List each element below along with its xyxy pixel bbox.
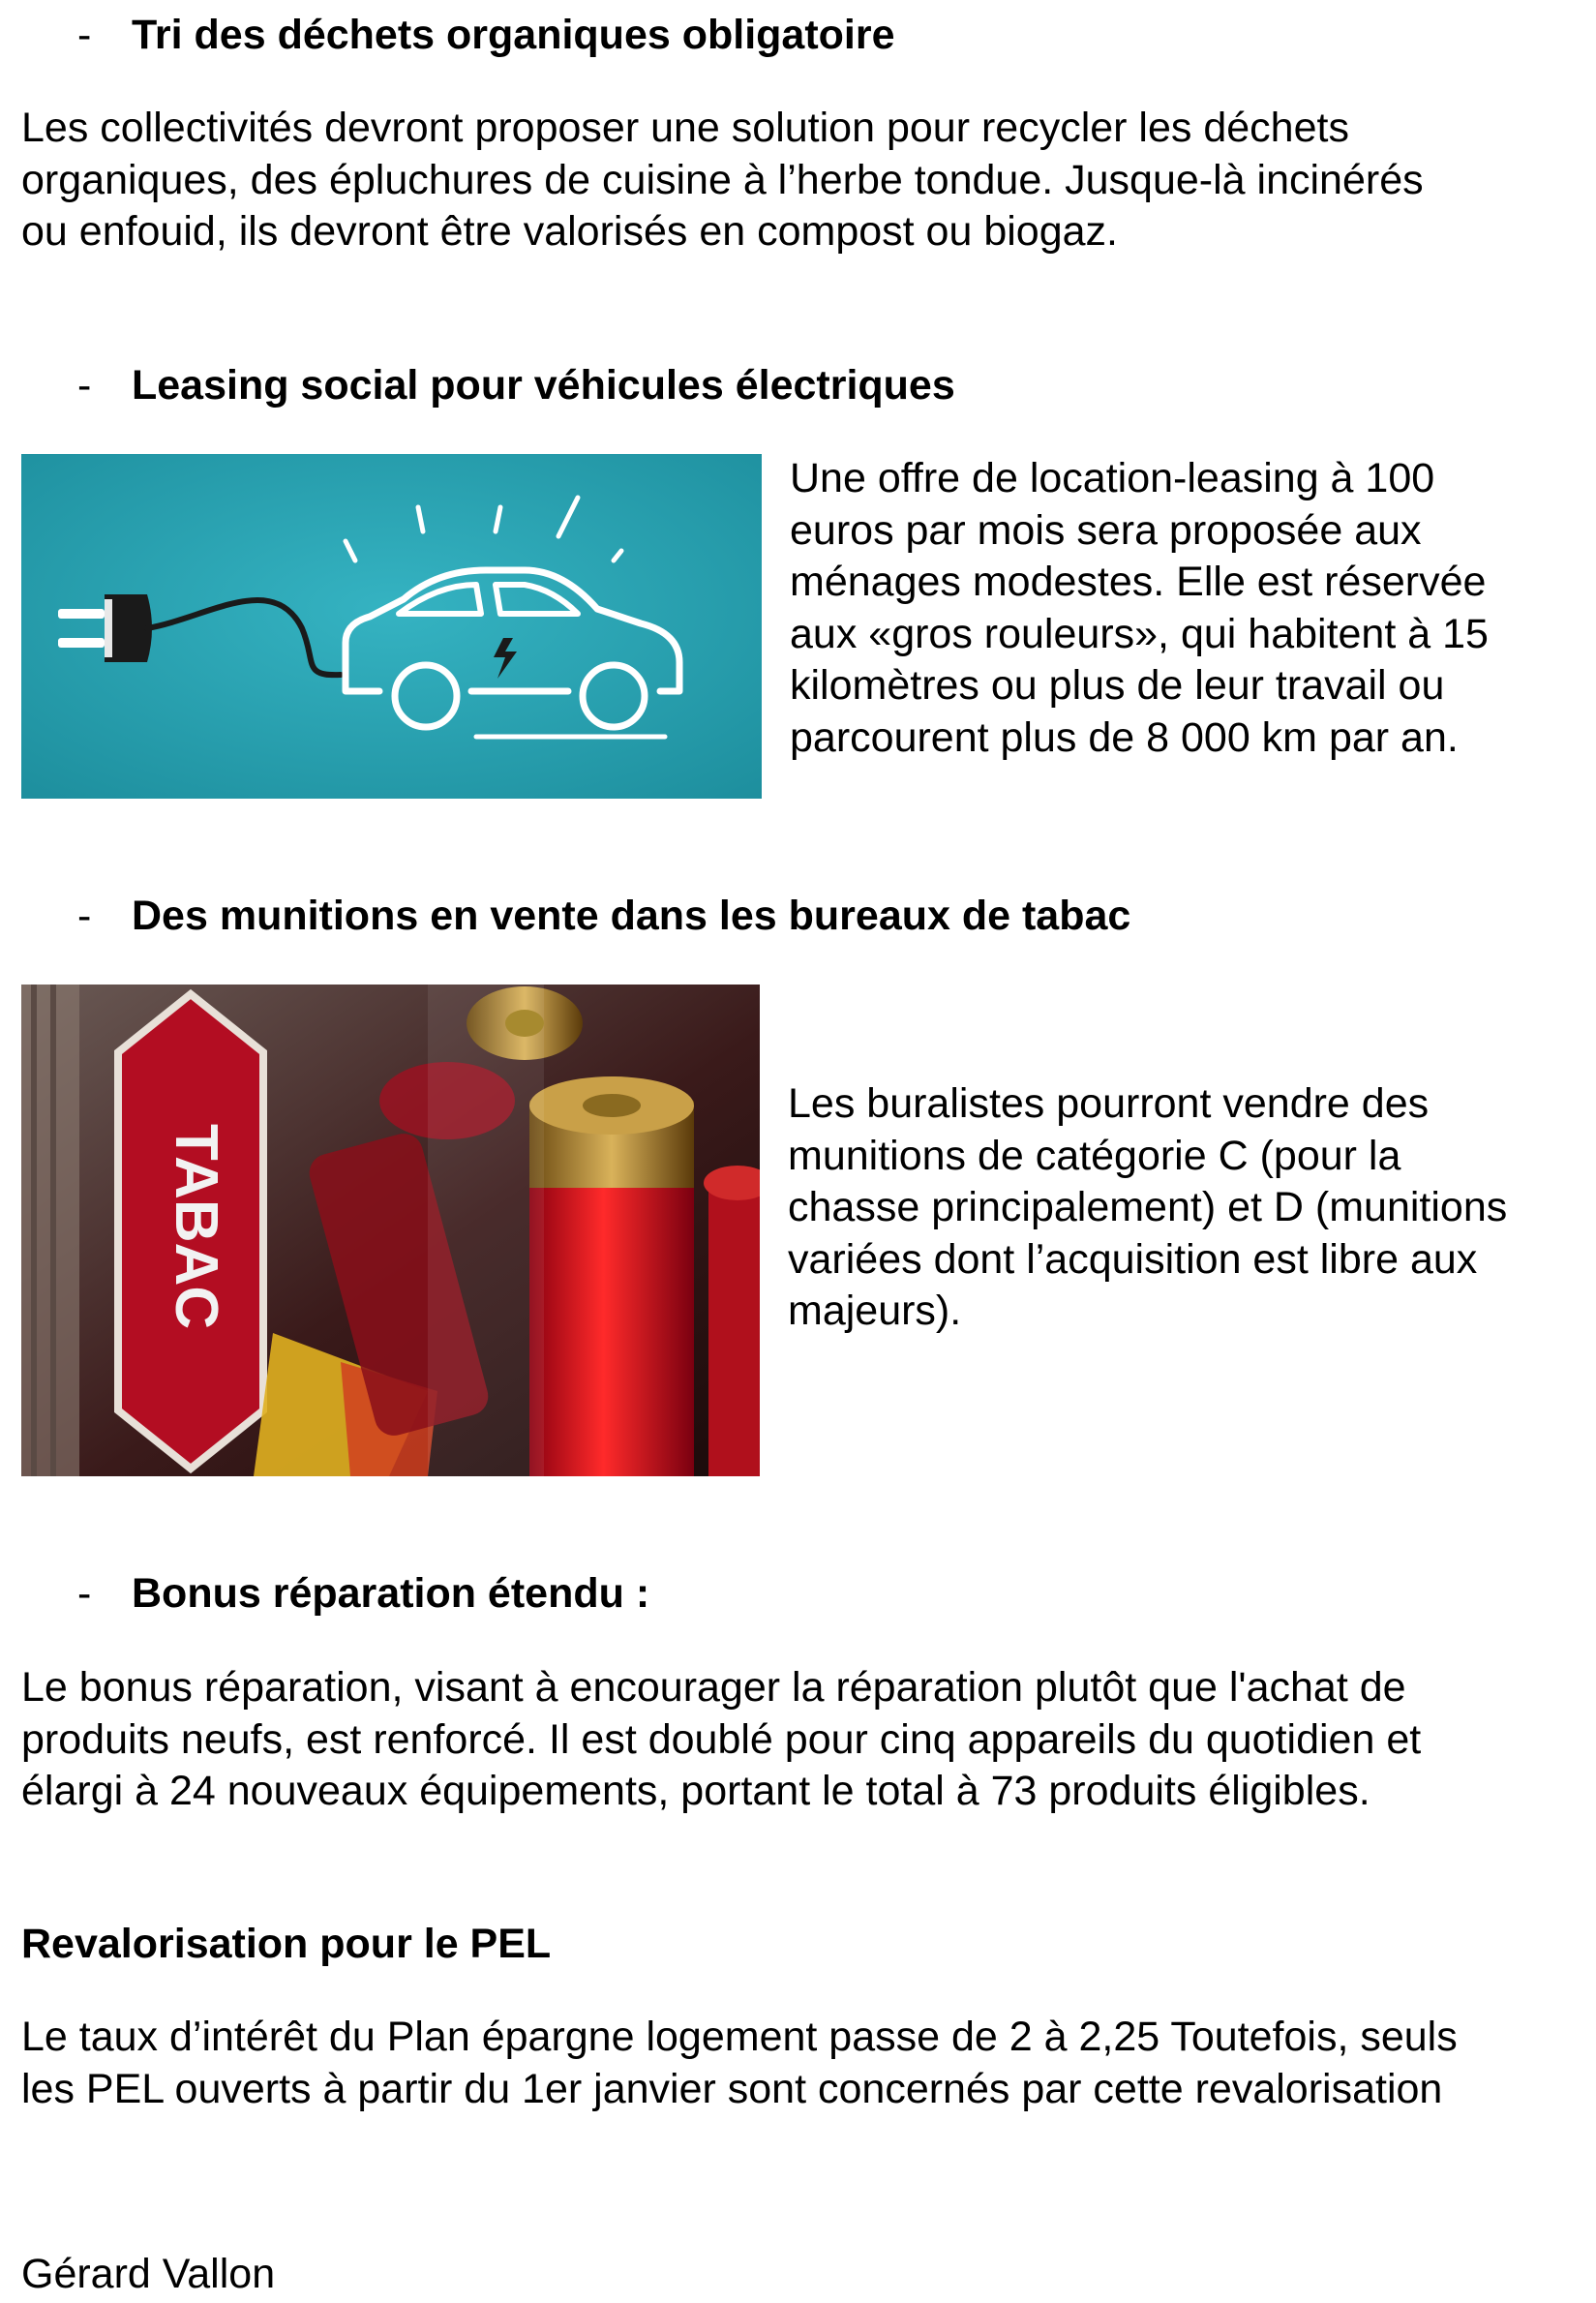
section-title-electric-leasing: Leasing social pour véhicules électriques — [132, 362, 955, 409]
plug-prong — [58, 638, 105, 648]
author-signature: Gérard Vallon — [21, 2251, 276, 2297]
section-title-ammunition: Des munitions en vente dans les bureaux de tabac — [132, 893, 1131, 939]
plug-prong — [58, 609, 105, 619]
tabac-sign-text: TABAC — [163, 1123, 229, 1330]
tabac-ammunition-image — [21, 985, 760, 1476]
section-text-repair-bonus: Le bonus réparation, visant à encourager la réparation plutôt que l'achat de produits neufs, est renforcé. Il est doublé pour cinq appareils du quotidien et élargi à 24 nouveaux équipements, portant le total à 73 produits éligibles. — [21, 1664, 1422, 1814]
section-text-ammunition: Les buralistes pourront vendre des munitions de catégorie C (pour la chasse principalement) et D (munitions variées dont l’acquisition est libre aux majeurs). — [788, 1080, 1508, 1334]
list-dash: - — [77, 362, 92, 409]
section-title-organic-waste: Tri des déchets organiques obligatoire — [132, 12, 895, 58]
section-title-repair-bonus: Bonus réparation étendu : — [132, 1570, 650, 1617]
section-text-organic-waste: Les collectivités devront proposer une solution pour recycler les déchets organiques, des épluchures de cuisine à l’herbe tondue. Jusque-là incinérés ou enfouid, ils devront être valorisés en compost ou biogaz. — [21, 105, 1424, 255]
section-text-pel: Le taux d’intérêt du Plan épargne logement passe de 2 à 2,25 Toutefois, seuls les PEL ouverts à partir du 1er janvier sont concernés par cette revalorisation — [21, 2014, 1458, 2112]
section-title-pel: Revalorisation pour le PEL — [21, 1921, 552, 1967]
electric-car-image — [21, 454, 762, 799]
list-dash: - — [77, 1570, 92, 1617]
list-dash: - — [77, 893, 92, 939]
section-text-electric-leasing: Une offre de location-leasing à 100 euros par mois sera proposée aux ménages modestes. Elle est réservée aux «gros rouleurs», qui habitent à 15 kilomètres ou plus de leur travail ou parcourent plus de 8 000 km par an. — [790, 455, 1489, 761]
list-dash: - — [77, 12, 92, 58]
